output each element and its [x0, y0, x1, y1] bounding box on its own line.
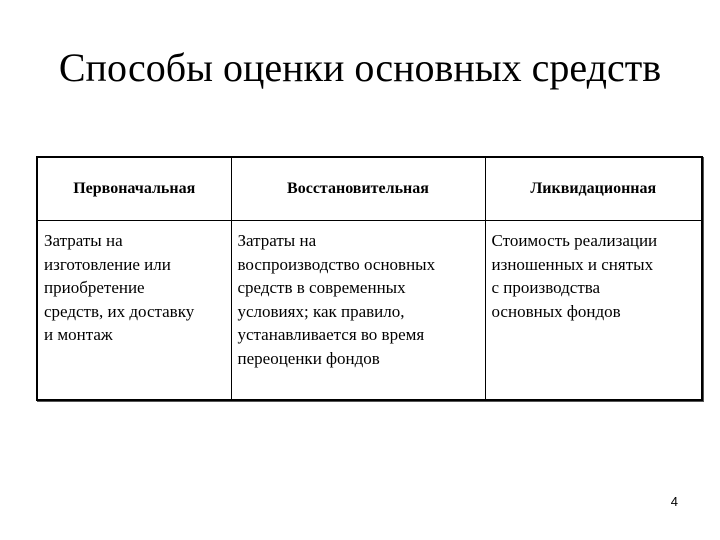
table-header-row [38, 158, 701, 221]
slide-title: Способы оценки основных средств [58, 45, 662, 90]
text-line: приобретение [44, 278, 145, 297]
text-line: изношенных и снятых [491, 254, 654, 274]
text-line: и монтаж [44, 325, 113, 344]
table-row [38, 221, 701, 400]
text-line: Затраты на [237, 231, 317, 250]
header-initial-cost: Первоначальная [38, 158, 231, 221]
text-line: с производства [491, 278, 601, 297]
text-line: условиях; как правило, [237, 301, 405, 321]
text-line: средств, их доставку [44, 301, 195, 321]
text-line: средств в современных [237, 278, 406, 297]
cell-replacement-cost-description [231, 221, 485, 400]
page-number: 4 [670, 494, 678, 509]
text-line: основных фондов [491, 301, 621, 321]
header-liquidation-cost: Ликвидационная [485, 158, 701, 221]
text-line: Затраты на [44, 231, 123, 250]
text-line: Стоимость реализации [491, 231, 658, 250]
text-line: воспроизводство основных [237, 254, 436, 274]
text-line: изготовление или [44, 254, 171, 274]
cell-liquidation-cost-description [485, 221, 701, 400]
cell-initial-cost-description [38, 221, 231, 400]
header-replacement-cost: Восстановительная [231, 158, 485, 221]
text-line: переоценки фондов [237, 348, 380, 368]
text-line: устанавливается во время [237, 325, 425, 344]
valuation-methods-table [36, 156, 703, 401]
